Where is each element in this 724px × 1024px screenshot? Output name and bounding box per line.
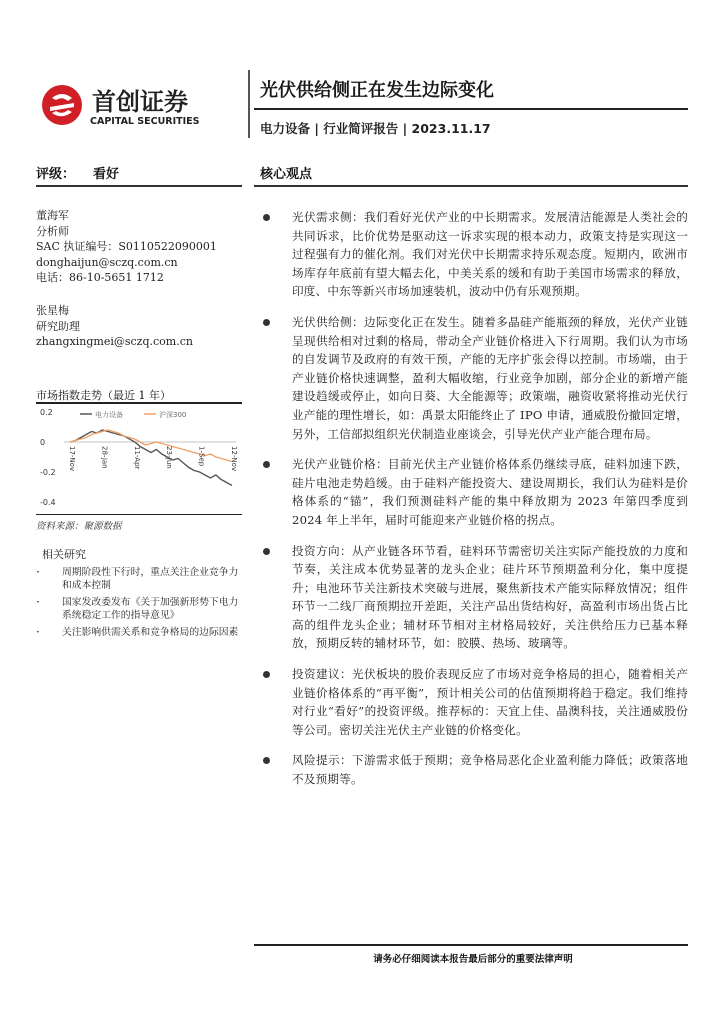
y-tick-label: -0.4: [40, 498, 56, 507]
title-underline: [254, 108, 688, 110]
bullet-text: 投资方向：从产业链各环节看，硅料环节需密切关注实际产能投放的力度和节奏，关注成本优势显著的龙头企业；硅片环节预期盈利分化，集中度提升；电池环节关注新技术突破与进展，聚焦新技术产能实际释放情况；组件环节一二线厂商预期拉开差距，关注产品出货结构好，高盈利市场出货占比高的组件龙头企业；辅材环节相对主材格局较好，关注供给压力已基本释放，预期反转的辅材环节，如：胶膜、热场、玻璃等。: [292, 543, 688, 651]
rating-value: 看好: [93, 167, 120, 182]
brand-en: CAPITAL SECURITIES: [90, 116, 200, 127]
analyst-email[interactable]: donghaijun@sczq.com.cn: [36, 255, 178, 269]
x-tick-label: 1-Sep: [197, 446, 206, 467]
chart-source: 资料来源：聚源数据: [36, 521, 122, 532]
bullet-direction: [268, 542, 688, 654]
market-index-chart: [36, 404, 246, 512]
series-line-power: [70, 430, 232, 486]
bullet-dot-icon: [263, 548, 270, 555]
x-tick-label: 23-Jun: [165, 446, 174, 469]
chart-svg: [36, 404, 246, 512]
analyst-2: [36, 303, 193, 350]
y-tick-label: 0: [40, 438, 46, 447]
legal-notice[interactable]: 请务必仔细阅读本报告最后部分的重要法律声明: [373, 954, 573, 965]
related-item[interactable]: · 周期阶段性下行时，重点关注企业竞争力和成本控制: [36, 566, 242, 592]
bullet-text: 投资建议：光伏板块的股价表现反应了市场对竞争格局的担心，随着相关产业链价格体系的“再平衡”，预计相关公司的估值预期将趋于稳定。我们维持对行业“看好”的投资评级。推荐标的：天宜上佳、晶澳科技，关注通威股份等公司。密切关注光伏主产业链的价格变化。: [292, 667, 688, 737]
x-tick-label: 28-Jan: [100, 446, 109, 469]
footer-rule: [254, 944, 688, 946]
report-subtitle: 电力设备 | 行业简评报告 | 2023.11.17: [260, 121, 491, 136]
analyst-role: 研究助理: [36, 319, 80, 333]
legend-label: 沪深300: [159, 411, 187, 419]
chart-title: 市场指数走势（最近 1 年）: [36, 389, 171, 402]
series-line-hs300: [70, 430, 232, 462]
analyst-phone: 电话：86-10-5651 1712: [36, 271, 164, 285]
x-tick-label: 12-Nov: [230, 446, 238, 472]
bullet-advice: [268, 665, 688, 739]
analyst-name: 董海军: [36, 209, 69, 222]
analyst-sac: SAC 执证编号：S0110522090001: [36, 240, 217, 254]
left-divider: [36, 185, 242, 187]
core-views-list: [268, 208, 688, 801]
bullet-dot-icon: [263, 757, 270, 764]
y-tick-label: -0.2: [40, 468, 56, 477]
bullet-dot-icon: [263, 461, 270, 468]
related-item[interactable]: · 关注影响供需关系和竞争格局的边际因素: [36, 626, 242, 639]
bullet-text: 光伏供给侧：边际变化正在发生。随着多晶硅产能瓶颈的释放，光伏产业链呈现供给相对过剩的格局，带动全产业链价格进入下行周期。我们认为市场的自发调节及政府的有效干预，产能的无序扩张会得以控制。市场端，由于产业链价格快速调整，盈利大幅收缩，行业竞争加剧，部分企业的新增产能建设趋缓或停止，如向日葵、大全能源等；政策端，融资收紧将推动光伏行业产能的理性增长，如：禹景太阳能终止了 IPO 申请，通威股份撤回定增，另外，工信部拟组织光伏制造业座谈会，引导光伏产业产能合理布局。: [292, 314, 688, 441]
report-title: 光伏供给侧正在发生边际变化: [260, 80, 494, 101]
chart-bottom-rule: [36, 514, 242, 515]
bullet-text: 光伏需求侧：我们看好光伏产业的中长期需求。发展清洁能源是人类社会的共同诉求，比价优势是驱动这一诉求实现的根本动力，政策支持是实现这一过程强有力的催化剂。我们对光伏中长期需求持乐观态度。短期内，欧洲市场库存年底前有望大幅去化，中美关系的缓和有助于美国市场需求的释放，印度、中东等新兴市场加速装机，波动中仍有乐观预期。: [292, 210, 688, 299]
x-tick-label: 11-Apr: [132, 446, 141, 470]
right-divider: [254, 185, 688, 187]
bullet-risk: [268, 751, 688, 788]
related-item[interactable]: · 国家发改委发布《关于加强新形势下电力系统稳定工作的指导意见》: [36, 596, 242, 622]
bullet-dot-icon: [263, 214, 270, 221]
brand-cn: 首创证券: [92, 88, 188, 116]
bullet-supply: [268, 313, 688, 443]
bullet-text: 风险提示：下游需求低于预期；竞争格局恶化企业盈利能力降低；政策落地不及预期等。: [292, 753, 688, 787]
bullet-demand: [268, 208, 688, 301]
related-research-title: 相关研究: [42, 548, 86, 561]
analyst-role: 分析师: [36, 224, 69, 238]
related-research-list: [36, 566, 242, 643]
legend-label: 电力设备: [95, 411, 123, 419]
analyst-email[interactable]: zhangxingmei@sczq.com.cn: [36, 335, 193, 349]
analyst-name: 张星梅: [36, 304, 69, 317]
bullet-text: 光伏产业链价格：目前光伏主产业链价格体系仍继续寻底，硅料加速下跌，硅片电池走势趋缓。由于硅料产能投资大、建设周期长，我们认为硅料是价格体系的“锚”，我们预测硅料产能的集中释放期为 2023 年第四季度到 2024 年上半年，届时可能迎来产业链价格的拐点。: [292, 457, 688, 527]
bullet-dot-icon: [263, 671, 270, 678]
company-logo: [40, 84, 240, 130]
rating: [36, 163, 119, 182]
bullet-dot-icon: [263, 319, 270, 326]
header-divider: [248, 70, 250, 138]
rating-label: 评级：: [36, 167, 76, 182]
x-tick-label: 17-Nov: [68, 446, 76, 472]
y-tick-label: 0.2: [40, 408, 53, 417]
core-views-title: 核心观点: [260, 167, 313, 182]
bullet-price: [268, 455, 688, 529]
analyst-1: [36, 208, 217, 286]
